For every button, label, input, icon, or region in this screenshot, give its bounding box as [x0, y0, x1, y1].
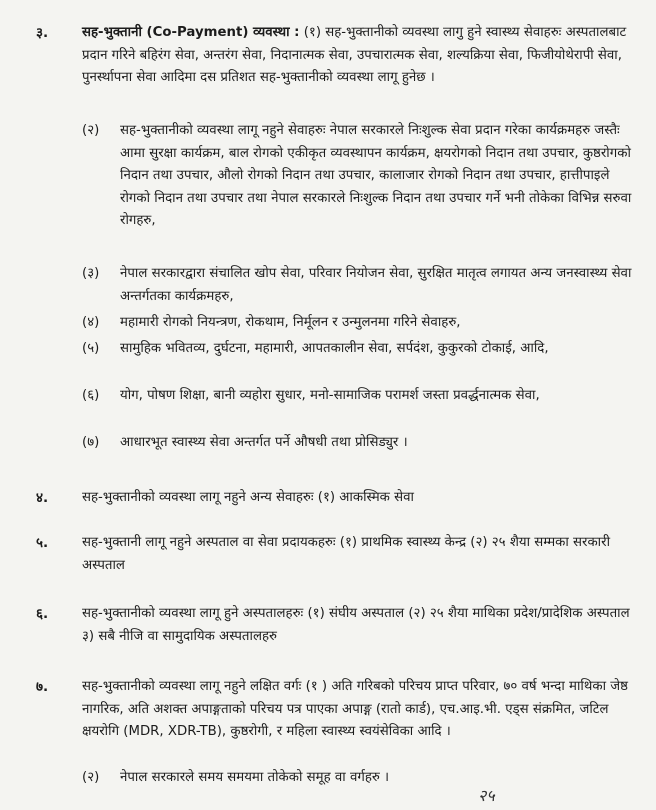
sub-item-number: (२) [82, 770, 100, 785]
section-number: ४. [36, 490, 49, 506]
section-body [82, 22, 634, 90]
section-heading: सह-भुक्तानी (Co-Payment) व्यवस्था : [82, 25, 300, 40]
section-body: सह-भुक्तानी लागू नहुने अस्पताल वा सेवा प्रदायकहरुः (१) प्राथमिक स्वास्थ्य केन्द्र (२) २५ शैया सम्मका सरकारी अस्पताल [82, 535, 611, 573]
sub-item-number: (४) [82, 315, 100, 330]
sub-item-number: (६) [82, 388, 100, 403]
section-body: सह-भुक्तानीको व्यवस्था लागू नहुने अन्य सेवाहरुः (१) आकस्मिक सेवा [82, 490, 414, 505]
section-paragraph [82, 22, 634, 90]
sub-item-text: आधारभूत स्वास्थ्य सेवा अन्तर्गत पर्ने औषधी तथा प्रोसिड्युर । [120, 435, 408, 450]
sub-item-number: (७) [82, 435, 100, 450]
sub-item-text: नेपाल सरकारद्वारा संचालित खोप सेवा, परिवार नियोजन सेवा, सुरक्षित मातृत्व लगायत अन्य जनस्वास्थ्य सेवा अन्तर्गतका कार्यक्रमहरु, [120, 266, 632, 304]
section-body: सह-भुक्तानीको व्यवस्था लागू हुने अस्पतालहरुः (१) संघीय अस्पताल (२) २५ शैया माथिका प्रदेश/प्रादेशिक अस्पताल ३) सबै नीजि वा सामुदायिक अस्पतालहरु [82, 606, 630, 644]
page-number-mark: २५ [478, 786, 495, 805]
section-number: ६. [36, 606, 49, 622]
sub-item-text: योग, पोषण शिक्षा, बानी व्यहोरा सुधार, मनो-सामाजिक परामर्श जस्ता प्रवर्द्धनात्मक सेवा, [120, 388, 540, 403]
sub-item-text: सामुहिक भवितव्य, दुर्घटना, महामारी, आपतकालीन सेवा, सर्पदंश, कुकुरको टोकाई, आदि, [120, 341, 549, 356]
sub-item-text: नेपाल सरकारले समय समयमा तोकेको समूह वा वर्गहरु । [120, 770, 390, 785]
sub-item-text: सह-भुक्तानीको व्यवस्था लागू नहुने सेवाहरुः नेपाल सरकारले निःशुल्क सेवा प्रदान गरेका कार्यक्रमहरु जस्तैः आमा सुरक्षा कार्यक्रम, बाल रोगको एकीकृत व्यवस्थापन कार्यक्रम, क्षयरोगको निदान तथा उपचार, कुष्ठरोगको निदान तथा उपचार, औलो रोगको निदान तथा उपचार, कालाजार रोगको निदान तथा उपचार, हात्तीपाइले रोगको निदान तथा उपचार तथा नेपाल सरकारले निःशुल्क निदान तथा उपचार गर्ने भनी तोकेका विभिन्न सरुवा रोगहरु, [120, 123, 632, 228]
sub-item-number: (३) [82, 266, 100, 281]
section-body: सह-भुक्तानीको व्यवस्था लागू नहुने लक्षित वर्गः (१ ) अति गरिबको परिचय प्राप्त परिवार, ७० वर्ष भन्दा माथिका जेष्ठ नागरिक, अति अशक्त अपाङ्गताको परिचय पत्र पाएका अपाङ्ग (रातो कार्ड), एच.आइ.भी. एड्स संक्रमित, जटिल क्षयरोगि (MDR, XDR-TB), कुष्ठरोगी, र महिला स्वास्थ्य स्वयंसेविका आदि । [82, 679, 628, 739]
sub-item-number: (२) [82, 123, 100, 138]
section-text: (१) सह-भुक्तानीको व्यवस्था लागु हुने स्वास्थ्य सेवाहरुः अस्पतालबाट प्रदान गरिने बहिरंग सेवा, अन्तरंग सेवा, निदानात्मक सेवा, उपचारात्मक सेवा, शल्यक्रिया सेवा, फिजीयोथेरापी सेवा, पुनर्स्थापना सेवा आदिमा दस प्रतिशत सह-भुक्तानीको व्यवस्था लागू हुनेछ । [82, 25, 627, 85]
section-number: ५. [36, 535, 49, 551]
section-number: ७. [36, 679, 49, 695]
section-number: ३. [36, 25, 49, 41]
sub-item-number: (५) [82, 341, 100, 356]
sub-item-text: महामारी रोगको नियन्त्रण, रोकथाम, निर्मूलन र उन्मुलनमा गरिने सेवाहरु, [120, 315, 461, 330]
